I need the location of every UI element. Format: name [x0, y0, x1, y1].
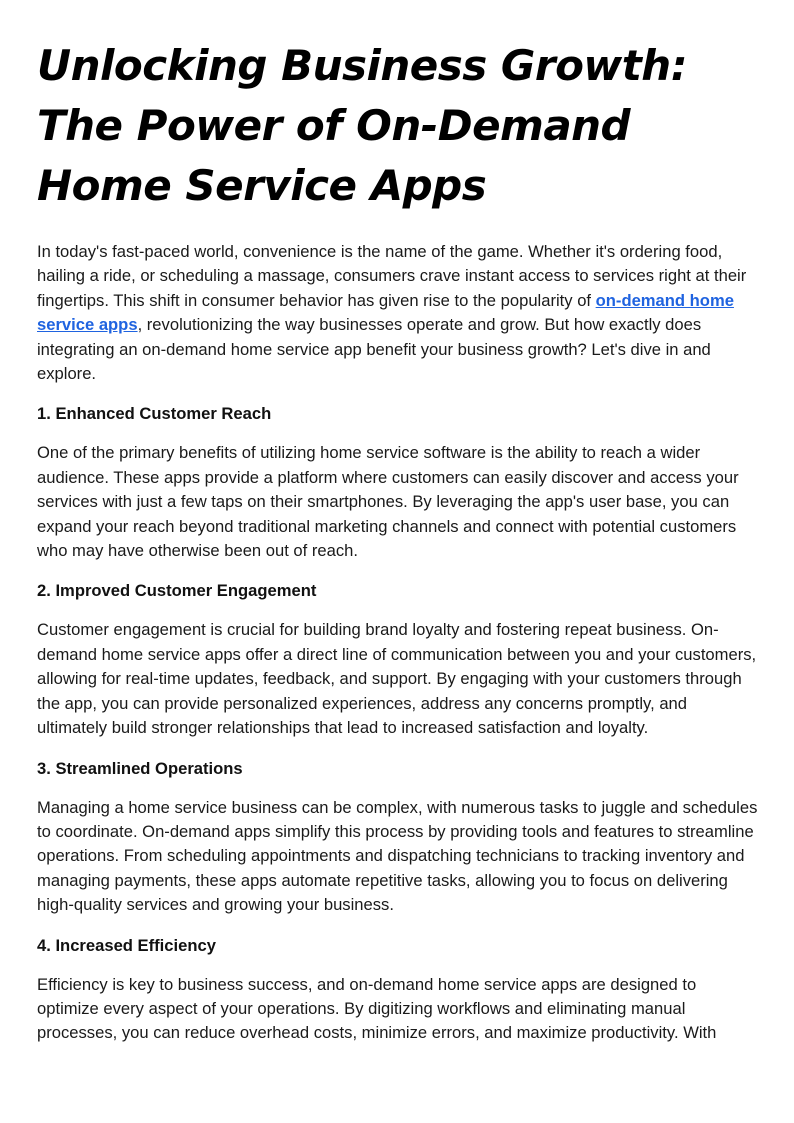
section-heading-improved-customer-engagement: 2. Improved Customer Engagement — [37, 581, 317, 601]
intro-text-before-link: In today's fast-paced world, convenience is the name of the game. Whether it's ordering food, hailing a ride, or scheduling a massage, consumers crave instant access to services right at their fingertips. This shift in consumer behavior has given rise to the popularity of — [37, 242, 747, 310]
section-body-streamlined-operations: Managing a home service business can be complex, with numerous tasks to juggle and schedules to coordinate. On-demand apps simplify this process by providing tools and features to streamline operations. From scheduling appointments and dispatching technicians to tracking inventory and managing payments, these apps automate repetitive tasks, allowing you to focus on delivering high-quality services and growing your business. — [37, 797, 758, 915]
section-body-improved-customer-engagement: Customer engagement is crucial for building brand loyalty and fostering repeat business. On-demand home service apps offer a direct line of communication between you and your customers, allowing for real-time updates, feedback, and support. By engaging with your customers through the app, you can provide personalized experiences, address any concerns promptly, and ultimately build stronger relationships that lead to increased satisfaction and loyalty. — [37, 620, 757, 738]
section-body-increased-efficiency: Efficiency is key to business success, and on-demand home service apps are designed to optimize every aspect of your operations. By digitizing workflows and eliminating manual processes, you can reduce overhead costs, minimize errors, and maximize productivity. With — [37, 974, 717, 1043]
intro-text-after-link: , revolutionizing the way businesses operate and grow. But how exactly does integrating an on-demand home service app benefit your business growth? Let's dive in and explore. — [37, 315, 711, 384]
section-body-enhanced-customer-reach: One of the primary benefits of utilizing home service software is the ability to reach a wider audience. These apps provide a platform where customers can easily discover and access your services with just a few taps on their smartphones. By leveraging the app's user base, you can expand your reach beyond traditional marketing channels and connect with potential customers who may have otherwise been out of reach. — [37, 443, 739, 561]
section-heading-enhanced-customer-reach: 1. Enhanced Customer Reach — [37, 404, 272, 424]
on-demand-home-service-apps-link[interactable]: on-demand home service apps — [37, 290, 734, 335]
section-heading-increased-efficiency: 4. Increased Efficiency — [37, 935, 216, 955]
intro-paragraph — [37, 240, 761, 386]
article-title: Unlocking Business Growth: The Power of On-Demand Home Service Apps — [37, 41, 687, 210]
section-heading-streamlined-operations: 3. Streamlined Operations — [37, 758, 243, 778]
article — [37, 36, 761, 1062]
